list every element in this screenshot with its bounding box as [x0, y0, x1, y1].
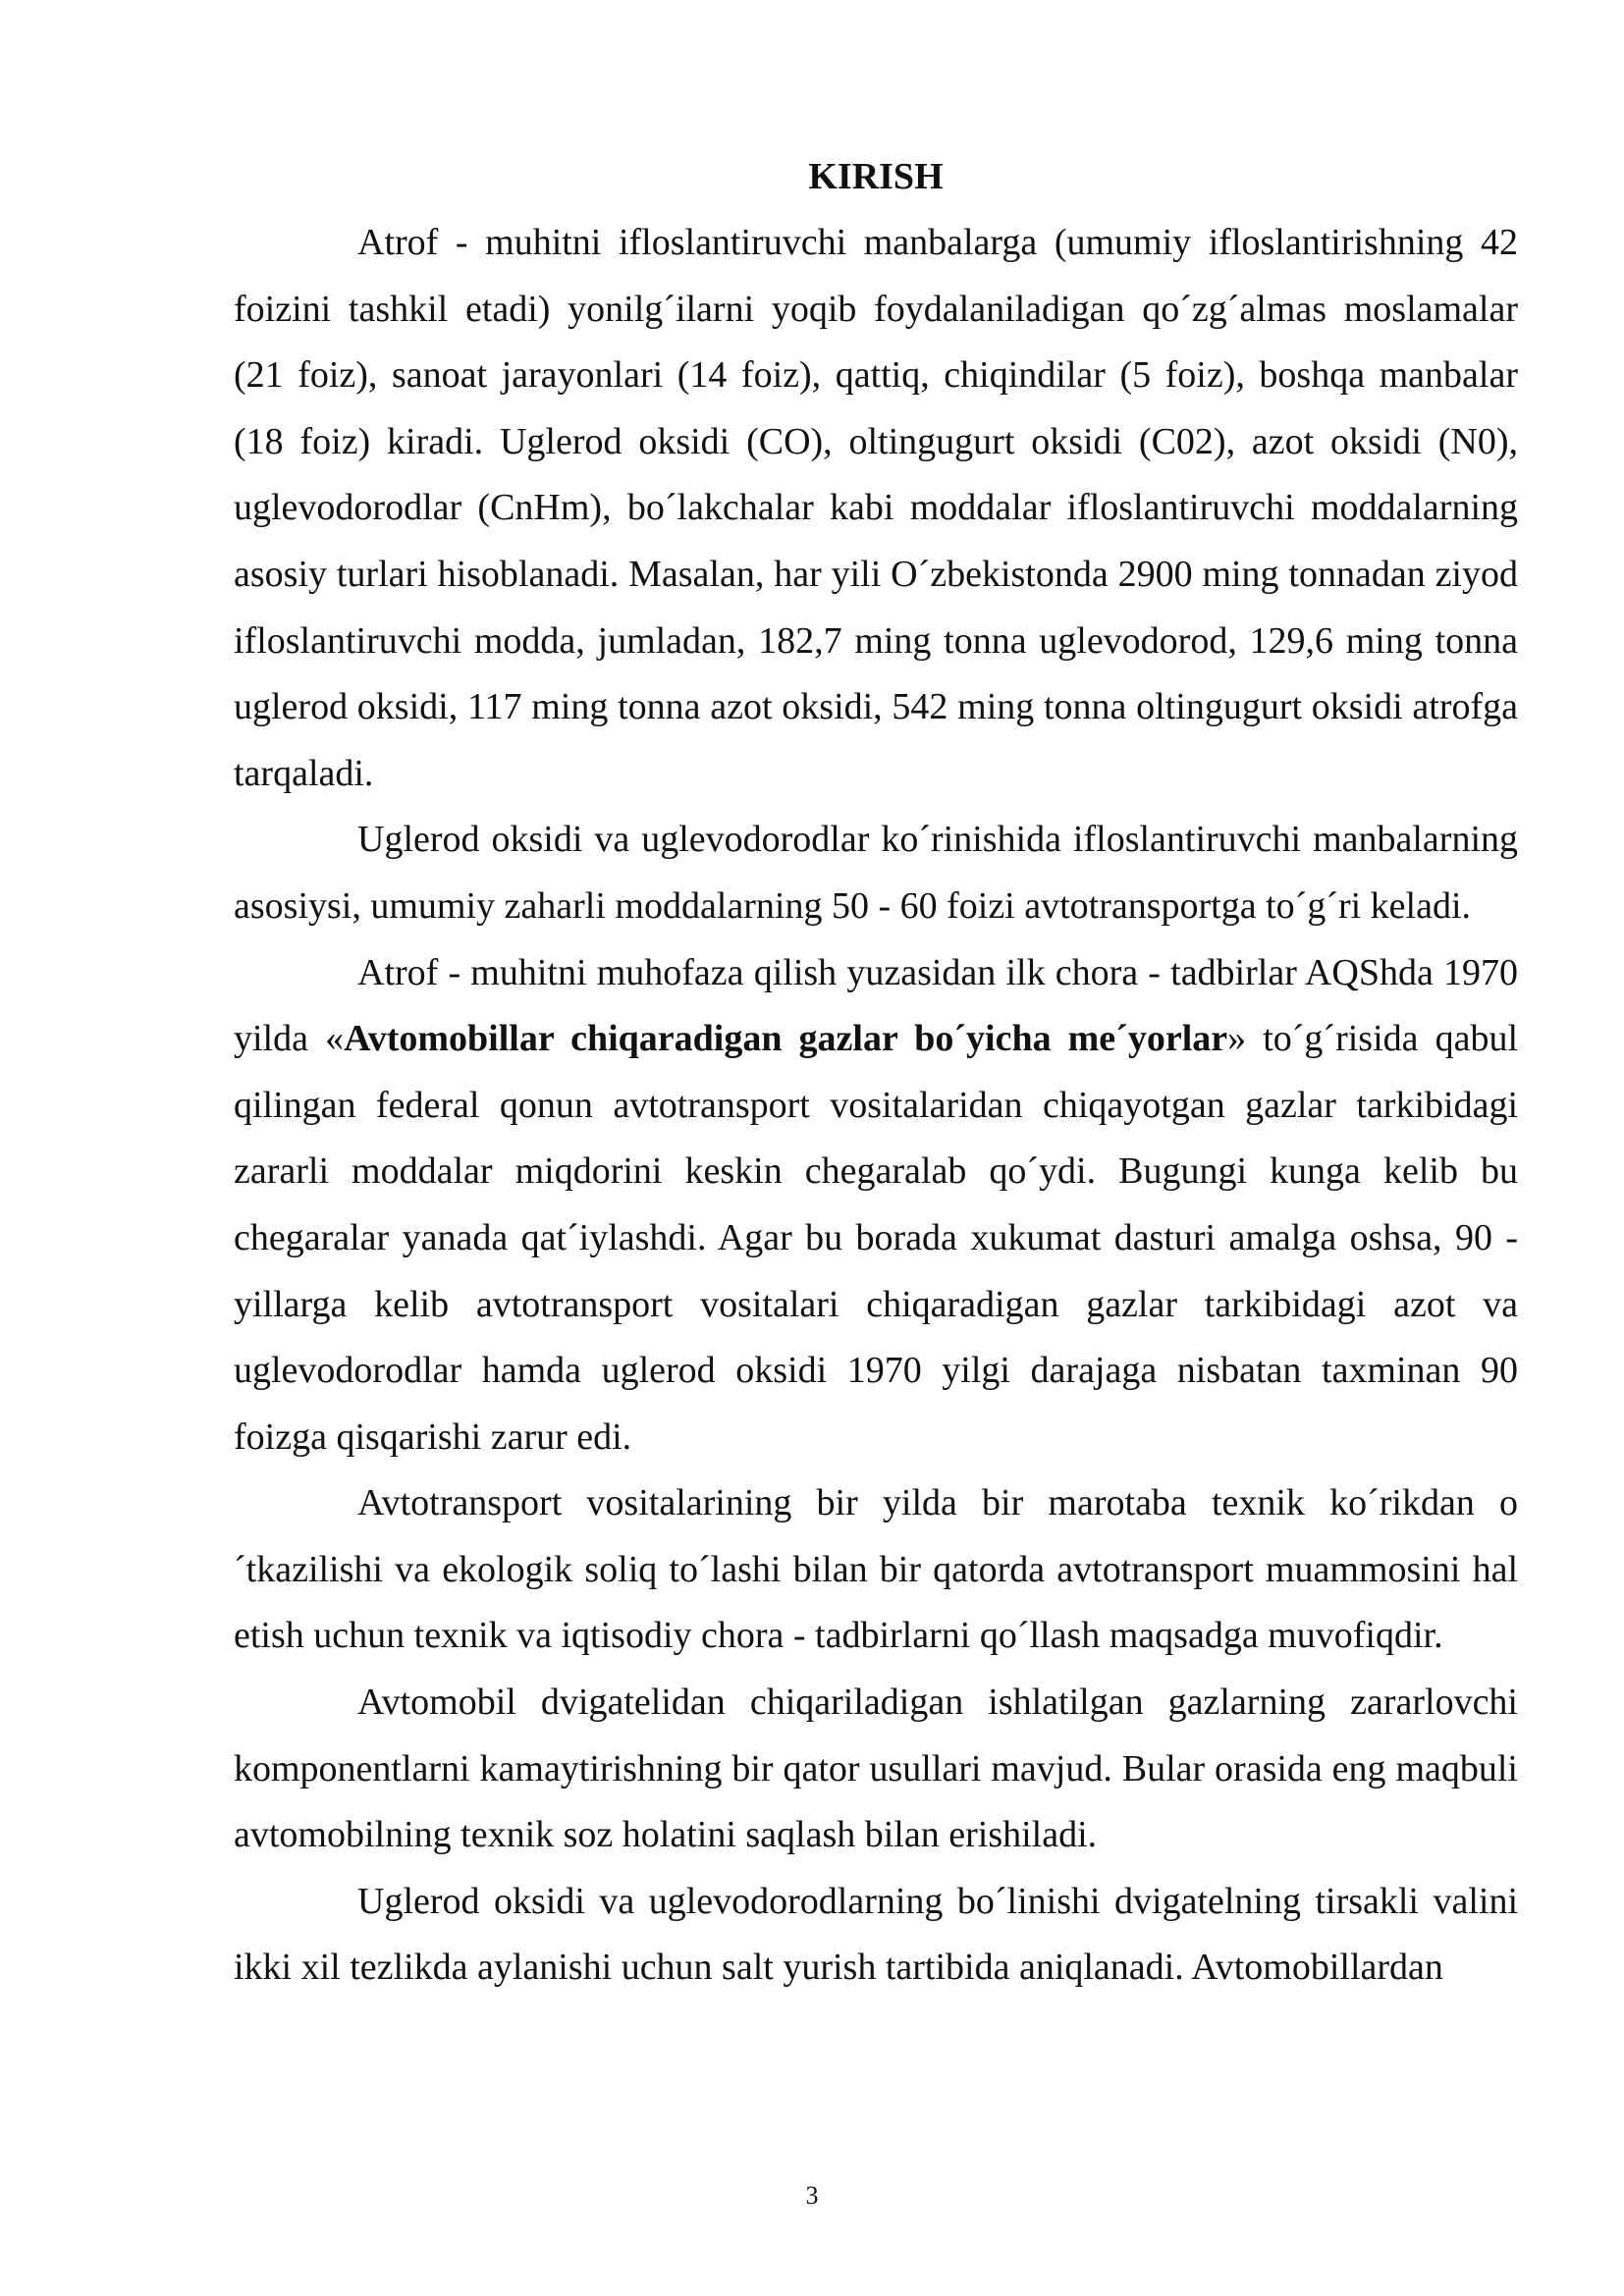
paragraph: [234, 940, 1518, 1471]
paragraph: [234, 807, 1518, 939]
paragraph-text: Uglerod oksidi va uglevodorodlarning bo´linishi dvigatelning tirsakli valini ikki xil tezlikda aylanishi uchun salt yurish tartibida aniqlanadi. Avtomobillardan: [234, 1880, 1518, 1989]
paragraph-text: Uglerod oksidi va uglevodorodlar ko´rinishida ifloslantiruvchi manbalarning asosiysi, umumiy zaharli moddalarning 50 - 60 foizi avtotransportga to´g´ri keladi.: [234, 819, 1518, 927]
paragraph-text: Atrof - muhitni ifloslantiruvchi manbalarga (umumiy ifloslantirishning 42 foizini tashkil etadi) yonilg´ilarni yoqib foydalaniladigan qo´zg´almas moslamalar (21 foiz), sanoat jarayonlari (14 foiz), qattiq, chiqindilar (5 foiz), boshqa manbalar (18 foiz) kiradi. Uglerod oksidi (CO), oltingugurt oksidi (C02), azot oksidi (N0), uglevodorodlar (CnHm), bo´lakchalar kabi moddalar ifloslantiruvchi moddalarning asosiy turlari hisoblanadi. Masalan, har yili O´zbekistonda 2900 ming tonnadan ziyod ifloslantiruvchi modda, jumladan, 182,7 ming tonna uglevodorod, 129,6 ming tonna uglerod oksidi, 117 ming tonna azot oksidi, 542 ming tonna oltingugurt oksidi atrofga tarqaladi.: [234, 222, 1518, 794]
paragraph-text: Avtomobil dvigatelidan chiqariladigan ishlatilgan gazlarning zararlovchi komponentlarni kamaytirishning bir qator usullari mavjud. Bular orasida eng maqbuli avtomobilning texnik soz holatini saqlash bilan erishiladi.: [234, 1682, 1518, 1856]
paragraph-text: » to´g´risida qabul qilingan federal qonun avtotransport vositalaridan chiqayotgan gazlar tarkibidagi zararli moddalar miqdorini keskin chegaralab qo´ydi. Bugungi kunga kelib bu chegaralar yanada qat´iylashdi. Agar bu borada xukumat dasturi amalga oshsa, 90 - yillarga kelib avtotransport vositalari chiqaradigan gazlar tarkibidagi azot va uglevodorodlar hamda uglerod oksidi 1970 yilgi darajaga nisbatan taxminan 90 foizga qisqarishi zarur edi.: [234, 1018, 1519, 1458]
page-number: 3: [805, 2181, 819, 2210]
paragraph: [234, 210, 1518, 807]
section-heading: KIRISH: [808, 156, 944, 197]
paragraph-text: Avtotransport vositalarining bir yilda bir marotaba texnik ko´rikdan o´tkazilishi va ekologik soliq to´lashi bilan bir qatorda avtotransport muammosini hal etish uchun texnik va iqtisodiy chora - tadbirlarni qo´llash maqsadga muvofiqdir.: [234, 1482, 1518, 1657]
paragraph: [234, 1869, 1518, 2002]
paragraph: [234, 1470, 1518, 1670]
bold-title-text: Avtomobillar chiqaradigan gazlar bo´yicha me´yorlar: [344, 1018, 1228, 1060]
paragraph: [234, 1670, 1518, 1869]
page-content: [234, 147, 1518, 2002]
paragraph-text: Atrof - muhitni muhofaza qilish yuzasidan ilk chora - tadbirlar AQShda 1970 yilda «: [234, 951, 1518, 1060]
